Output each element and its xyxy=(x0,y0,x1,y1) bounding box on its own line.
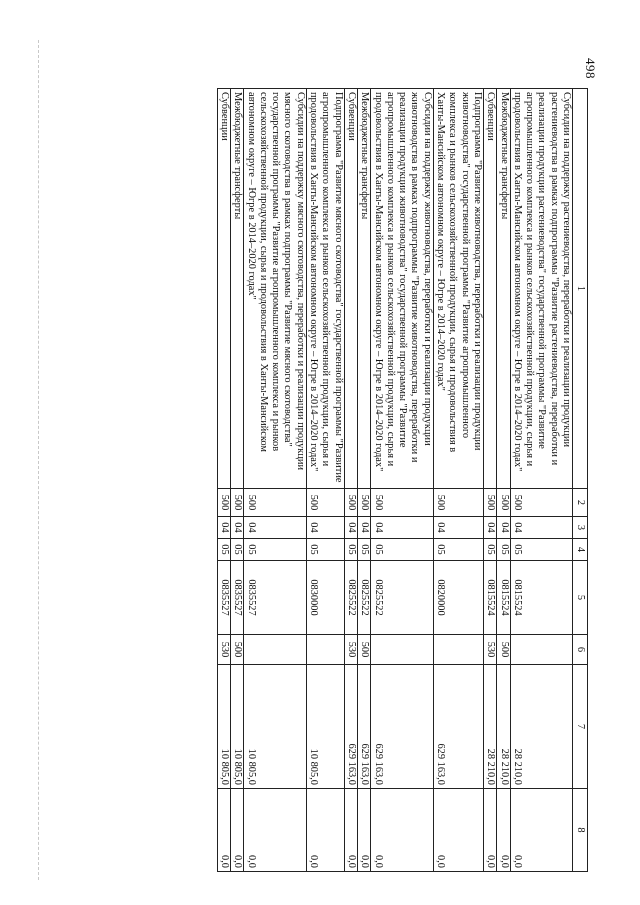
cell-target-article: 0815524 xyxy=(497,561,510,635)
cell-section: 04 xyxy=(497,517,510,539)
cell-expense-type: 500 xyxy=(230,635,243,665)
cell-target-article: 0830000 xyxy=(306,561,344,635)
table-row xyxy=(344,89,357,872)
row-description: Межбюджетные трансферты xyxy=(230,89,243,489)
table-row xyxy=(357,89,370,872)
cell-subsection: 05 xyxy=(244,539,306,561)
cell-amount-2: 0,0 xyxy=(371,789,433,872)
cell-expense-type xyxy=(433,635,483,665)
header-cell: 6 xyxy=(573,635,588,665)
table-row xyxy=(433,89,483,872)
cell-expense-type: 500 xyxy=(497,635,510,665)
header-cell: 4 xyxy=(573,539,588,561)
table-header-row xyxy=(573,89,588,872)
page-number: 498 xyxy=(583,58,598,79)
cell-amount: 28 210,0 xyxy=(510,665,572,789)
cell-subsection: 05 xyxy=(371,539,433,561)
cell-target-article: 0815524 xyxy=(510,561,572,635)
row-description: Субсидии на поддержку животноводства, переработки и реализации продукции животноводства в рамках подпрограммы "Развитие животноводства, переработки и реализации продукции животноводства" государственной программы "Развитие агропромышленного комплекса и рынков сельскохозяйственной продукции, сырья и продовольствия в Ханты-Мансийском автономном округе – Югре в 2014–2020 годах" xyxy=(371,89,433,489)
cell-admin-code: 500 xyxy=(433,489,483,517)
cell-admin-code: 500 xyxy=(344,489,357,517)
cell-target-article: 0835527 xyxy=(217,561,230,635)
cell-target-article: 0820000 xyxy=(433,561,483,635)
cell-expense-type: 530 xyxy=(344,635,357,665)
cell-amount: 28 210,0 xyxy=(483,665,496,789)
row-description: Подпрограмма "Развитие животноводства, переработки и реализации продукции животноводства" государственной программы "Развитие агропромышленного комплекса и рынков сельскохозяйственной продукции, сырья и продовольствия в Ханты-Мансийском автономном округе – Югре в 2014–2020 годах" xyxy=(433,89,483,489)
header-cell: 2 xyxy=(573,489,588,517)
cell-amount-2: 0,0 xyxy=(244,789,306,872)
row-description: Субсидии на поддержку мясного скотоводства, переработки и реализации продукции мясного скотоводства в рамках подпрограммы "Развитие мясного скотоводства" государственной программы "Развитие агропромышленного комплекса и рынков сельскохозяйственной продукции, сырья и продовольствия в Ханты-Мансийском автономном округе – Югре в 2014–2020 годах" xyxy=(244,89,306,489)
cell-subsection: 05 xyxy=(344,539,357,561)
cell-amount-2: 0,0 xyxy=(433,789,483,872)
cell-section: 04 xyxy=(230,517,243,539)
cell-amount-2: 0,0 xyxy=(217,789,230,872)
cell-amount: 10 805,0 xyxy=(230,665,243,789)
cell-amount-2: 0,0 xyxy=(497,789,510,872)
row-description: Субвенции xyxy=(344,89,357,489)
cell-admin-code: 500 xyxy=(497,489,510,517)
cell-amount-2: 0,0 xyxy=(510,789,572,872)
cell-subsection: 05 xyxy=(306,539,344,561)
row-description: Субсидии на поддержку растениеводства, переработки и реализации продукции растениеводства в рамках подпрограммы "Развитие растениеводства, переработки и реализации продукции растениеводства" государственной программы "Развитие агропромышленного комплекса и рынков сельскохозяйственной продукции, сырья и продовольствия в Ханты-Мансийском автономном округе – Югре в 2014–2020 годах" xyxy=(510,89,572,489)
cell-expense-type xyxy=(244,635,306,665)
table-row xyxy=(306,89,344,872)
cell-admin-code: 500 xyxy=(244,489,306,517)
cell-amount: 629 163,0 xyxy=(433,665,483,789)
table-row xyxy=(510,89,572,872)
header-cell: 1 xyxy=(573,89,588,489)
cell-target-article: 0835527 xyxy=(230,561,243,635)
cell-amount: 10 805,0 xyxy=(244,665,306,789)
cell-amount: 629 163,0 xyxy=(371,665,433,789)
cell-amount: 10 805,0 xyxy=(306,665,344,789)
row-description: Субвенции xyxy=(483,89,496,489)
row-description: Субвенции xyxy=(217,89,230,489)
cell-section: 04 xyxy=(217,517,230,539)
cell-expense-type: 500 xyxy=(357,635,370,665)
table-row xyxy=(230,89,243,872)
cell-amount-2: 0,0 xyxy=(230,789,243,872)
cell-section: 04 xyxy=(244,517,306,539)
cell-expense-type: 530 xyxy=(483,635,496,665)
scan-edge-line xyxy=(38,40,40,880)
cell-admin-code: 500 xyxy=(306,489,344,517)
header-cell: 3 xyxy=(573,517,588,539)
cell-amount-2: 0,0 xyxy=(357,789,370,872)
cell-admin-code: 500 xyxy=(371,489,433,517)
cell-amount: 629 163,0 xyxy=(357,665,370,789)
cell-subsection: 05 xyxy=(217,539,230,561)
cell-subsection: 05 xyxy=(483,539,496,561)
cell-admin-code: 500 xyxy=(357,489,370,517)
cell-amount-2: 0,0 xyxy=(483,789,496,872)
cell-admin-code: 500 xyxy=(230,489,243,517)
cell-amount: 28 210,0 xyxy=(497,665,510,789)
cell-section: 04 xyxy=(433,517,483,539)
row-description: Межбюджетные трансферты xyxy=(357,89,370,489)
row-description: Подпрограмма "Развитие мясного скотоводства" государственной программы "Развитие агропромышленного комплекса и рынков сельскохозяйственной продукции, сырья и продовольствия в Ханты-Мансийском автономном округе – Югре в 2014–2020 годах" xyxy=(306,89,344,489)
cell-admin-code: 500 xyxy=(483,489,496,517)
budget-table xyxy=(217,88,588,872)
cell-section: 04 xyxy=(306,517,344,539)
table-row xyxy=(217,89,230,872)
cell-admin-code: 500 xyxy=(510,489,572,517)
cell-expense-type xyxy=(510,635,572,665)
cell-subsection: 05 xyxy=(357,539,370,561)
cell-target-article: 0825522 xyxy=(371,561,433,635)
cell-subsection: 05 xyxy=(497,539,510,561)
header-cell: 8 xyxy=(573,789,588,872)
cell-section: 04 xyxy=(510,517,572,539)
cell-amount: 10 805,0 xyxy=(217,665,230,789)
cell-section: 04 xyxy=(357,517,370,539)
cell-subsection: 05 xyxy=(510,539,572,561)
cell-admin-code: 500 xyxy=(217,489,230,517)
cell-target-article: 0825522 xyxy=(357,561,370,635)
table-row xyxy=(483,89,496,872)
cell-expense-type xyxy=(306,635,344,665)
cell-expense-type: 530 xyxy=(217,635,230,665)
cell-target-article: 0825522 xyxy=(344,561,357,635)
cell-subsection: 05 xyxy=(433,539,483,561)
cell-amount-2: 0,0 xyxy=(306,789,344,872)
table-row xyxy=(244,89,306,872)
cell-target-article: 0815524 xyxy=(483,561,496,635)
cell-amount-2: 0,0 xyxy=(344,789,357,872)
table-row xyxy=(497,89,510,872)
cell-target-article: 0835527 xyxy=(244,561,306,635)
row-description: Межбюджетные трансферты xyxy=(497,89,510,489)
cell-section: 04 xyxy=(344,517,357,539)
cell-subsection: 05 xyxy=(230,539,243,561)
cell-section: 04 xyxy=(371,517,433,539)
header-cell: 7 xyxy=(573,665,588,789)
cell-expense-type xyxy=(371,635,433,665)
header-cell: 5 xyxy=(573,561,588,635)
cell-amount: 629 163,0 xyxy=(344,665,357,789)
cell-section: 04 xyxy=(483,517,496,539)
table-row xyxy=(371,89,433,872)
rotated-table-container xyxy=(78,88,588,871)
